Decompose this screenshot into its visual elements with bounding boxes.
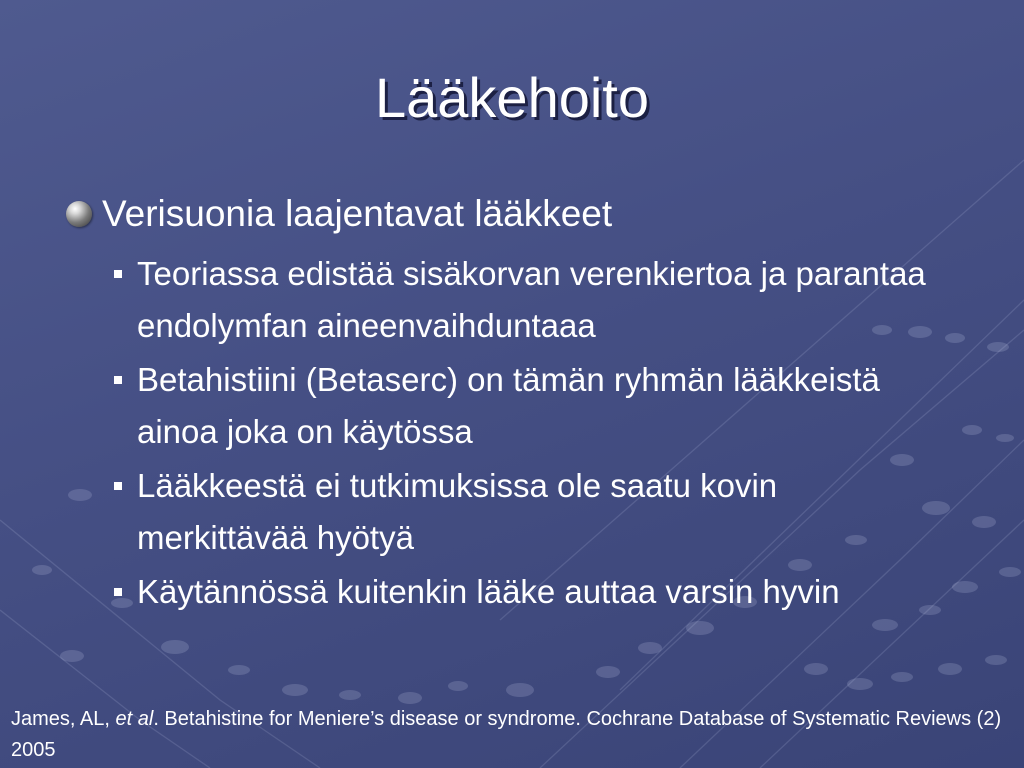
footnote xyxy=(11,704,1013,766)
footnote-author: James, AL, xyxy=(11,708,116,730)
sub-bullet-list xyxy=(114,248,934,620)
sub-bullet-text: Lääkkeestä ei tutkimuksissa ole saatu kovin merkittävää hyötyä xyxy=(137,467,778,556)
level1-bullet-text: Verisuonia laajentavat lääkkeet xyxy=(102,193,613,234)
sub-bullet-item xyxy=(114,566,934,618)
square-bullet-icon xyxy=(114,588,122,596)
slide-title: Lääkehoito xyxy=(374,66,649,129)
sub-bullet-text: Betahistiini (Betaserc) on tämän ryhmän lääkkeistä ainoa joka on käytössa xyxy=(137,361,880,450)
sphere-bullet-icon xyxy=(66,201,92,227)
footnote-etal: et al xyxy=(115,708,154,730)
sub-bullet-text: Käytännössä kuitenkin lääke auttaa varsin hyvin xyxy=(137,573,840,610)
sub-bullet-item xyxy=(114,354,934,458)
level1-bullet xyxy=(66,188,966,240)
sub-bullet-text: Teoriassa edistää sisäkorvan verenkiertoa ja parantaa endolymfan aineenvaihduntaaa xyxy=(137,255,926,344)
square-bullet-icon xyxy=(114,376,122,384)
footnote-citation: . Betahistine for Meniere’s disease or syndrome. Cochrane Database of Systematic Reviews (2) 2005 xyxy=(11,708,1002,761)
square-bullet-icon xyxy=(114,482,122,490)
sub-bullet-item xyxy=(114,460,934,564)
sub-bullet-item xyxy=(114,248,934,352)
square-bullet-icon xyxy=(114,270,122,278)
